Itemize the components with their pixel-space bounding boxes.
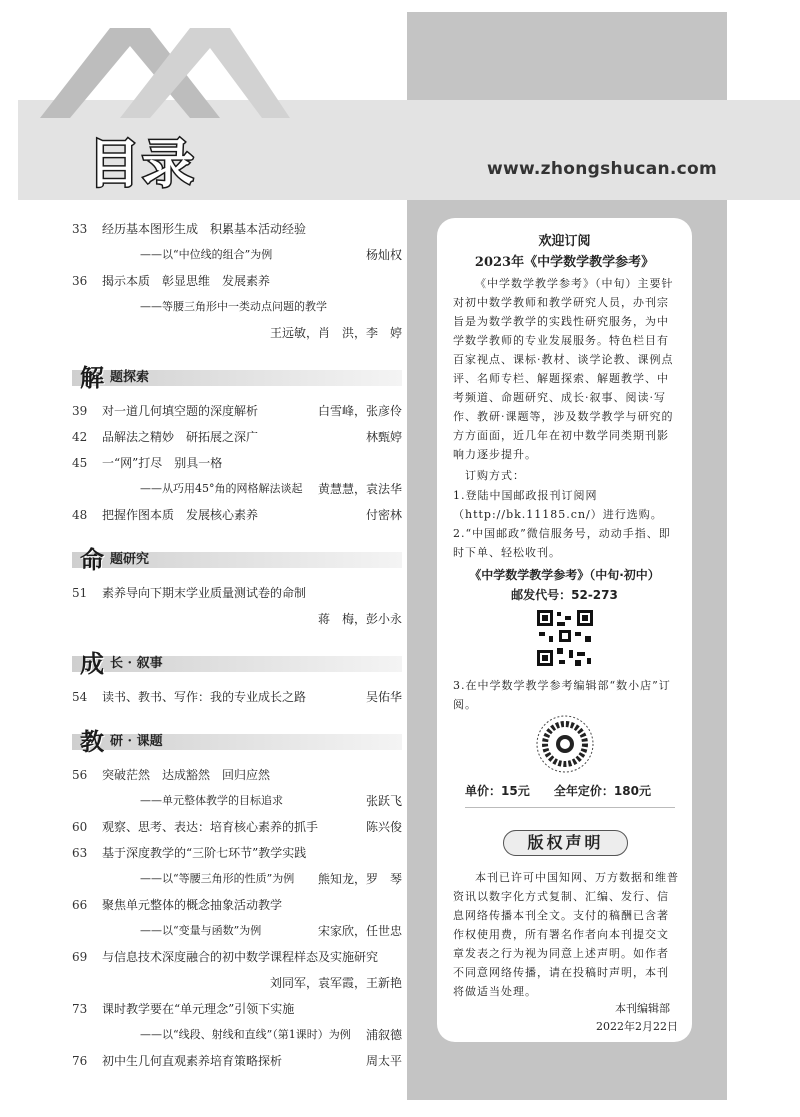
- year-title: 2023年《中学数学教学参考》: [474, 255, 655, 270]
- table-of-contents: [72, 216, 402, 1074]
- page-title: 目录: [88, 135, 197, 195]
- entry-title: 把握作图本质 发展核心素养: [102, 508, 259, 522]
- postal-code: 邮发代号：52-273: [511, 588, 618, 602]
- entry-authors: 宋家欣，任世忠: [317, 924, 402, 938]
- entry-title: 一“网”打尽 别具一格: [102, 456, 223, 470]
- entry-subtitle: ——单元整体教学的目标追求: [140, 794, 283, 807]
- section-header: [72, 538, 402, 580]
- section-header: [72, 356, 402, 398]
- entry-authors: 王远敏，肖 洪，李 婷: [269, 326, 402, 340]
- entry-title: 素养导向下期末学业质量测试卷的命制: [102, 586, 307, 600]
- entry-subtitle: ——等腰三角形中一类动点问题的教学: [140, 300, 327, 313]
- page-number: 54: [72, 690, 88, 704]
- toc-entry[interactable]: [72, 398, 402, 424]
- entry-title: 读书、教书、写作：我的专业成长之路: [102, 690, 307, 704]
- entry-subtitle: ——以“变量与函数”为例: [140, 924, 262, 937]
- page-number: 66: [72, 898, 88, 912]
- toc-entry[interactable]: [72, 216, 402, 242]
- toc-entry[interactable]: [72, 892, 402, 918]
- entry-title: 突破茫然 达成豁然 回归应然: [102, 768, 271, 782]
- entry-subtitle: ——以“中位线的组合”为例: [140, 248, 273, 261]
- website-url[interactable]: www.zhongshucan.com: [487, 159, 718, 179]
- copyright-heading: 版权声明: [503, 830, 628, 856]
- section-name: 研 · 课题: [110, 734, 163, 749]
- toc-entry[interactable]: [72, 840, 402, 866]
- arch-graphic: [40, 18, 290, 118]
- statement-date: 2022年2月22日: [596, 1020, 678, 1033]
- qr-code-icon[interactable]: [535, 608, 595, 668]
- toc-entry[interactable]: [72, 502, 402, 528]
- section-initial: 成: [80, 649, 104, 678]
- page-number: 39: [72, 404, 88, 418]
- page-number: 76: [72, 1054, 88, 1068]
- toc-entry[interactable]: [72, 996, 402, 1022]
- entry-authors: 陈兴俊: [365, 820, 402, 834]
- intro-paragraph: 《中学数学教学参考》（中旬）主要针对初中数学教师和教学研究人员，办刊宗旨是为数学教学的实践性研究服务，为中学数学教师的专业发展服务。特色栏目有百家视点、课标·教材、谈学论教、课例点评、名师专栏、解题探索、解题教学、中考频道、命题研究、成长·叙事、阅读·写作、教研·课题等，涉及数学教学与研究的方方面面，近几年在初中数学同类期刊影响力逐步提升。: [453, 277, 674, 461]
- entry-title: 基于深度教学的“三阶七环节”教学实践: [102, 846, 307, 860]
- page-number: 51: [72, 586, 88, 600]
- entry-subtitle: ——从巧用45°角的网格解法谈起: [140, 482, 303, 495]
- annual-price: 全年定价：180元: [553, 784, 651, 798]
- copyright-body: 本刊已许可中国知网、万方数据和维普资讯以数字化方式复制、汇编、发行、信息网络传播本刊全文。支付的稿酬已含著作权使用费，所有署名作者向本刊提交文章发表之行为视为同意上述声明。如作者不同意网络传播，请在投稿时声明，本刊将做适当处理。: [453, 871, 679, 998]
- price-row: [465, 782, 675, 808]
- page-number: 36: [72, 274, 88, 288]
- toc-entry[interactable]: [72, 424, 402, 450]
- entry-title: 经历基本图形生成 积累基本活动经验: [102, 222, 307, 236]
- entry-authors: 熊知龙，罗 琴: [317, 872, 402, 886]
- entry-authors: 林甄婷: [365, 430, 402, 444]
- entry-title: 课时教学要在“单元理念”引领下实施: [102, 1002, 295, 1016]
- entry-title: 对一道几何填空题的深度解析: [102, 404, 259, 418]
- section-name: 题探索: [110, 370, 150, 385]
- toc-entry[interactable]: [72, 1048, 402, 1074]
- page-number: 63: [72, 846, 88, 860]
- page-number: 48: [72, 508, 88, 522]
- section-initial: 解: [80, 363, 104, 392]
- entry-authors: 付密林: [365, 508, 402, 522]
- entry-title: 揭示本质 彰显思维 发展素养: [102, 274, 271, 288]
- toc-entry[interactable]: [72, 814, 402, 840]
- page-number: 69: [72, 950, 88, 964]
- toc-entry[interactable]: [72, 944, 402, 970]
- page-number: 56: [72, 768, 88, 782]
- entry-authors: 刘同军，袁军霞，王新艳: [269, 976, 402, 990]
- page-number: 73: [72, 1002, 88, 1016]
- order-method-3: 3.在中学数学教学参考编辑部“数小店”订阅。: [453, 679, 671, 711]
- page-number: 60: [72, 820, 88, 834]
- section-header: [72, 642, 402, 684]
- entry-title: 品解法之精妙 研拓展之深广: [102, 430, 259, 444]
- page-number: 33: [72, 222, 88, 236]
- toc-entry[interactable]: [72, 684, 402, 710]
- editorial-signature: 本刊编辑部: [615, 1002, 670, 1015]
- section-initial: 教: [80, 727, 104, 756]
- entry-authors: 周太平: [365, 1054, 402, 1068]
- entry-title: 与信息技术深度融合的初中数学课程样态及实施研究: [102, 950, 379, 964]
- entry-authors: 浦叙德: [365, 1028, 402, 1042]
- section-initial: 命: [80, 545, 104, 574]
- section-name: 题研究: [110, 552, 150, 567]
- entry-authors: 白雪峰，张彦伶: [317, 404, 402, 418]
- toc-entry[interactable]: [72, 580, 402, 606]
- section-name: 长 · 叙事: [110, 656, 163, 671]
- entry-authors: 蒋 梅，彭小永: [317, 612, 402, 626]
- page-number: 42: [72, 430, 88, 444]
- welcome-heading: 欢迎订阅: [538, 234, 591, 249]
- toc-entry[interactable]: [72, 450, 402, 476]
- subscription-box: [437, 218, 692, 1042]
- shop-qr-code-icon[interactable]: [535, 714, 595, 774]
- order-label: 订购方式：: [465, 469, 525, 482]
- entry-title: 聚焦单元整体的概念抽象活动教学: [102, 898, 283, 912]
- section-header: [72, 720, 402, 762]
- entry-authors: 张跃飞: [365, 794, 402, 808]
- entry-subtitle: ——以“线段、射线和直线”（第1课时）为例: [140, 1028, 351, 1041]
- order-method-1[interactable]: 1.登陆中国邮政报刊订阅网（http://bk.11185.cn/）进行选购。: [453, 489, 663, 521]
- entry-title: 初中生几何直观素养培育策略探析: [102, 1054, 283, 1068]
- entry-authors: 杨灿权: [365, 248, 402, 262]
- entry-subtitle: ——以“等腰三角形的性质”为例: [140, 872, 295, 885]
- entry-authors: 吴佑华: [365, 690, 402, 704]
- entry-title: 观察、思考、表达：培育核心素养的抓手: [102, 820, 319, 834]
- entry-authors: 黄慧慧，袁法华: [317, 482, 402, 496]
- journal-line: 《中学数学教学参考》（中旬·初中）: [469, 568, 660, 582]
- toc-entry[interactable]: [72, 268, 402, 294]
- unit-price: 单价：15元: [465, 784, 530, 798]
- page-number: 45: [72, 456, 88, 470]
- toc-entry[interactable]: [72, 762, 402, 788]
- order-method-2: 2.“中国邮政”微信服务号，动动手指、即时下单、轻松收刊。: [453, 527, 671, 559]
